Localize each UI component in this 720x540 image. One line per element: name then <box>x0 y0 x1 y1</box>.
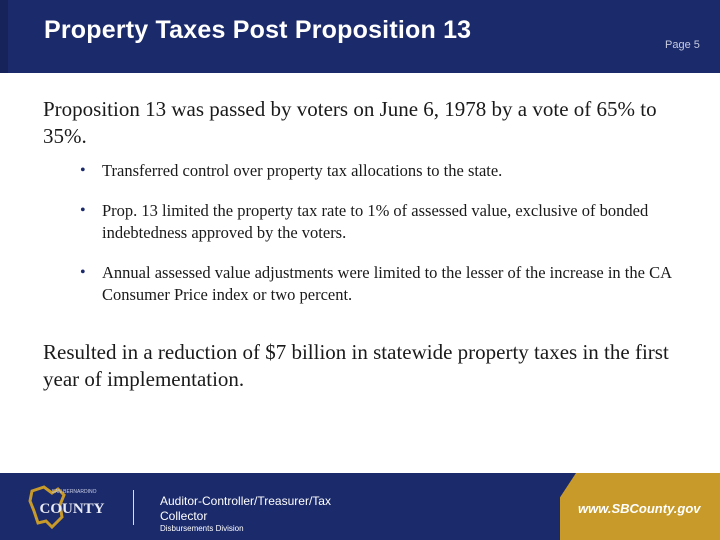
slide-title: Property Taxes Post Proposition 13 <box>44 16 472 44</box>
bullet-item <box>80 160 690 182</box>
logo-main-text: COUNTY <box>39 501 105 517</box>
header-accent-stripe <box>0 0 8 73</box>
page-number: Page 5 <box>665 39 700 51</box>
website-link[interactable]: www.SBCounty.gov <box>578 501 701 516</box>
intro-paragraph: Proposition 13 was passed by voters on June 6, 1978 by a vote of 65% to 35%. <box>43 97 657 148</box>
bullet-item <box>80 262 690 306</box>
bullet-dot-icon: • <box>80 202 86 219</box>
division-name: Disbursements Division <box>160 524 244 533</box>
county-seal-icon <box>28 483 108 531</box>
logo-top-text: SAN BERNARDINO <box>51 489 97 495</box>
bullet-text: Prop. 13 limited the property tax rate to 1% of assessed value, exclusive of bonded indebtedness approved by the voters. <box>102 201 649 242</box>
bullet-dot-icon: • <box>80 162 86 179</box>
result-paragraph: Resulted in a reduction of $7 billion in statewide property taxes in the first year of implementation. <box>43 340 669 391</box>
bullet-dot-icon: • <box>80 264 86 281</box>
slide-header <box>0 0 720 73</box>
bullet-text: Annual assessed value adjustments were limited to the lesser of the increase in the CA Consumer Price index or two percent. <box>102 263 672 304</box>
footer-diagonal-wedge <box>532 473 576 540</box>
bullet-text: Transferred control over property tax allocations to the state. <box>102 161 503 180</box>
bullet-item <box>80 200 690 244</box>
slide-footer <box>0 473 720 540</box>
footer-divider <box>133 490 134 525</box>
bullet-list <box>80 160 690 306</box>
department-name: Auditor-Controller/Treasurer/Tax Collector <box>160 494 331 523</box>
